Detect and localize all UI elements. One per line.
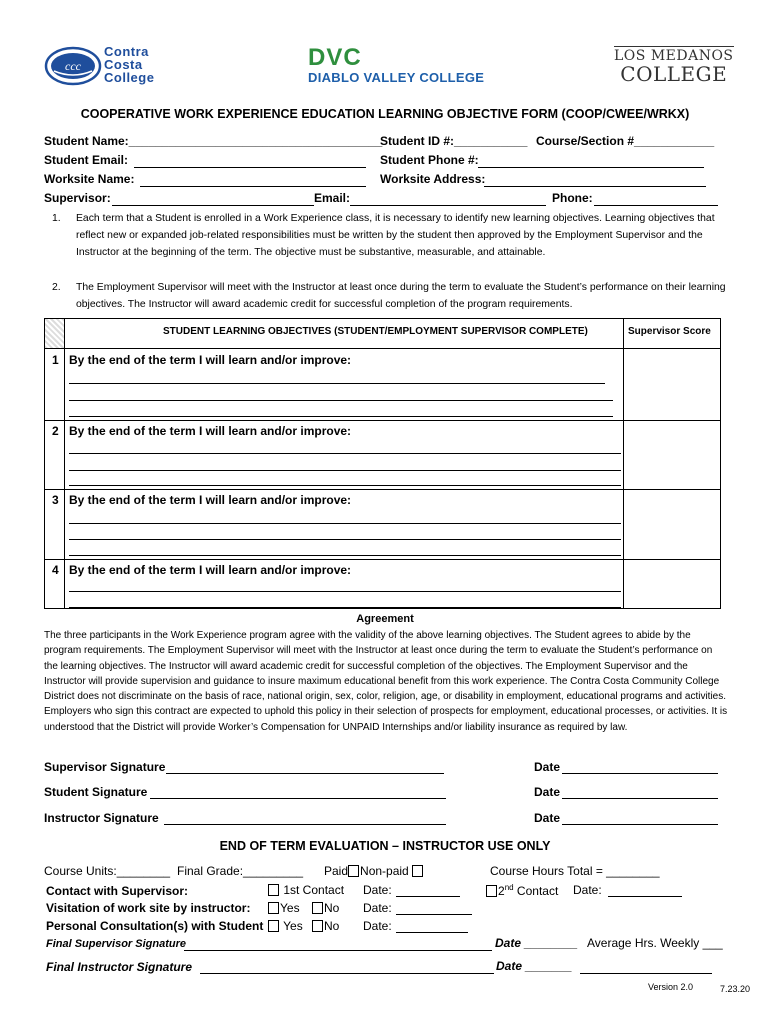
phone-input[interactable] <box>594 205 718 206</box>
objective-prompt: By the end of the term I will learn and/or improve: <box>69 353 352 367</box>
final-instructor-signature-label: Final Instructor Signature <box>46 960 193 974</box>
dvc-logo-subtext: DIABLO VALLEY COLLEGE <box>308 70 485 85</box>
contra-costa-seal-icon <box>44 46 102 91</box>
consultation-no-label: No <box>324 919 340 933</box>
ccc-logo-line2: Costa <box>104 57 143 72</box>
objective-write-line[interactable] <box>69 555 621 556</box>
worksite-name-label: Worksite Name: <box>44 172 135 186</box>
objective-number: 2 <box>52 424 59 438</box>
course-units-field[interactable]: Course Units:________ <box>44 864 171 878</box>
ccc-logo-line3: College <box>104 70 155 85</box>
table-row-divider <box>45 489 720 490</box>
student-phone-input[interactable] <box>478 167 704 168</box>
objective-write-line[interactable] <box>69 485 621 486</box>
student-email-input[interactable] <box>134 167 366 168</box>
final-supervisor-signature-line[interactable] <box>184 950 492 951</box>
objective-write-line[interactable] <box>69 383 605 384</box>
visitation-yes-label: Yes <box>280 901 300 915</box>
non-paid-checkbox[interactable] <box>412 865 423 877</box>
second-contact-suffix: nd <box>504 883 514 892</box>
version-date: 7.23.20 <box>720 984 751 994</box>
ccc-logo-line1: Contra <box>104 44 149 59</box>
lmc-logo-line1: LOS MEDANOS <box>614 48 734 64</box>
final-grade-field[interactable]: Final Grade:_________ <box>177 864 304 878</box>
evaluation-heading: END OF TERM EVALUATION – INSTRUCTOR USE ONLY <box>219 839 551 853</box>
table-header-shade <box>45 319 64 348</box>
first-contact-checkbox[interactable] <box>268 884 279 896</box>
objectives-header: STUDENT LEARNING OBJECTIVES (STUDENT/EMPLOYMENT SUPERVISOR COMPLETE) <box>163 326 588 337</box>
student-phone-label: Student Phone #: <box>380 153 479 167</box>
agreement-heading: Agreement <box>356 613 414 625</box>
student-signature-line[interactable] <box>150 798 446 799</box>
average-hours-field[interactable]: Average Hrs. Weekly ___ <box>587 936 723 950</box>
instruction-text-2: The Employment Supervisor will meet with the Instructor at least once during the term to evaluate the Student’s performance on their learning objectives. The Instructor will award academic credit for successful completion of the program requirements. <box>76 282 726 310</box>
consultation-yes-label: Yes <box>283 919 303 933</box>
objective-prompt: By the end of the term I will learn and/or improve: <box>69 563 352 577</box>
worksite-name-input[interactable] <box>140 186 366 187</box>
consultation-yes-option[interactable] <box>268 919 303 933</box>
second-contact-label: Contact <box>513 884 559 898</box>
lmc-logo-line2: COLLEGE <box>620 62 728 86</box>
student-email-label: Student Email: <box>44 153 129 167</box>
table-col-divider <box>623 319 624 608</box>
instruction-text-1: Each term that a Student is enrolled in a Work Experience class, it is necessary to identify new learning objectives. Learning objectives that reflect new or expanded job-related responsibilities must be written by the student then approved by the Employment Supervisor and the Instructor at the beginning of the term. The objective must be substantive, measurable, and attainable. <box>76 213 715 258</box>
final-supervisor-date[interactable] <box>495 936 578 950</box>
diablo-valley-college-logo <box>308 46 484 85</box>
objective-write-line[interactable] <box>69 523 621 524</box>
objective-number: 3 <box>52 493 59 507</box>
email-label: Email: <box>314 191 351 205</box>
first-contact-date-label: Date: <box>363 883 392 897</box>
los-medanos-college-logo <box>614 46 734 84</box>
course-section-field[interactable]: Course/Section #____________ <box>536 134 715 148</box>
final-instructor-signature-line[interactable] <box>200 973 494 974</box>
first-contact-label: 1st Contact <box>283 883 345 897</box>
consultation-no-option[interactable] <box>312 919 339 933</box>
final-instructor-extra-line[interactable] <box>580 973 712 974</box>
visitation-label: Visitation of work site by instructor: <box>46 901 251 915</box>
supervisor-signature-line[interactable] <box>166 773 444 774</box>
visitation-yes-checkbox[interactable] <box>268 902 279 914</box>
paid-label: Paid <box>324 864 349 878</box>
supervisor-date-line[interactable] <box>562 773 718 774</box>
visitation-no-label: No <box>324 901 340 915</box>
paid-option[interactable] <box>324 864 424 878</box>
second-contact-date-label: Date: <box>573 883 602 897</box>
visitation-date-line[interactable] <box>396 914 472 915</box>
second-contact-checkbox[interactable] <box>486 885 497 897</box>
instructor-signature-line[interactable] <box>164 824 446 825</box>
objective-number: 1 <box>52 353 59 367</box>
supervisor-signature-label: Supervisor Signature <box>44 760 166 774</box>
final-supervisor-signature-label: Final Supervisor Signature <box>46 938 186 950</box>
student-date-label: Date <box>534 785 561 799</box>
consultation-date-line[interactable] <box>396 932 468 933</box>
table-row-divider <box>45 420 720 421</box>
worksite-address-label: Worksite Address: <box>380 172 486 186</box>
objective-prompt: By the end of the term I will learn and/or improve: <box>69 424 352 438</box>
personal-consultation-label: Personal Consultation(s) with Student <box>46 919 264 933</box>
table-col-divider <box>64 319 65 608</box>
contra-costa-seal-text: ccc <box>65 59 81 73</box>
version-label: Version 2.0 <box>648 982 694 992</box>
final-instructor-date-label: Date _______ <box>496 959 573 973</box>
form-title: COOPERATIVE WORK EXPERIENCE EDUCATION LEARNING OBJECTIVE FORM (COOP/CWEE/WRKX) <box>80 107 690 121</box>
consultation-no-checkbox[interactable] <box>312 920 323 932</box>
student-signature-label: Student Signature <box>44 785 148 799</box>
visitation-yes-option[interactable] <box>268 901 300 915</box>
phone-label: Phone: <box>552 191 593 205</box>
student-date-line[interactable] <box>562 798 718 799</box>
dvc-logo-text: DVC <box>308 44 362 71</box>
contact-supervisor-label: Contact with Supervisor: <box>46 884 189 898</box>
objective-write-line[interactable] <box>69 416 613 417</box>
visitation-no-checkbox[interactable] <box>312 902 323 914</box>
paid-checkbox[interactable] <box>348 865 359 877</box>
course-hours-field[interactable]: Course Hours Total = ________ <box>490 864 660 878</box>
second-contact-ordinal: 2 <box>498 884 505 898</box>
instructor-date-line[interactable] <box>562 824 718 825</box>
consultation-yes-checkbox[interactable] <box>268 920 279 932</box>
supervisor-label: Supervisor: <box>44 191 111 205</box>
objective-write-line[interactable] <box>69 470 621 471</box>
worksite-address-input[interactable] <box>484 186 706 187</box>
table-row-divider <box>45 559 720 560</box>
objective-write-line[interactable] <box>69 591 621 592</box>
table-row-divider <box>45 348 720 349</box>
objective-write-line[interactable] <box>69 453 621 454</box>
objective-write-line[interactable] <box>69 400 613 401</box>
second-contact-option[interactable] <box>486 883 558 898</box>
student-id-field[interactable]: Student ID #:___________ <box>380 134 528 148</box>
contra-costa-college-logo <box>104 45 154 84</box>
instruction-number-2: 2. <box>52 282 61 293</box>
instructor-date-label: Date <box>534 811 561 825</box>
first-contact-option[interactable] <box>268 883 344 897</box>
objective-prompt: By the end of the term I will learn and/or improve: <box>69 493 352 507</box>
objective-write-line[interactable] <box>69 539 621 540</box>
agreement-text: The three participants in the Work Experience program agree with the validity of the above learning objectives. The Student agrees to abide by the program requirements. The Employment Supervisor will meet with the Instructor at least once during the term to evaluate the Student’s performance on the learning objectives. The Instructor will award academic credit for successful completion of the objectives. The Employment Supervisor and the Instructor will provide supervision and guidance to insure maximum educational benefit from this work experience. The Contra Costa Community College District does not discriminate on the basis of race, national origin, sex, color, religion, age, or disability in employment, educational programs and activities. Employers who sign this contract are expected to uphold this policy in their selection of prospects for employment, educational processes, or activities. It is understood that the District will provide Worker’s Compensation for UNPAID Internships and/or liability insurance as required by law. <box>44 630 728 733</box>
email-input[interactable] <box>350 205 546 206</box>
objective-number: 4 <box>52 563 59 577</box>
consultation-date-label: Date: <box>363 919 392 933</box>
supervisor-score-header: Supervisor Score <box>628 326 711 337</box>
final-supervisor-date-label: Date ________ <box>495 936 578 950</box>
second-contact-date-line[interactable] <box>608 896 682 897</box>
learning-objectives-table <box>44 318 721 609</box>
student-name-field[interactable]: Student Name:______________________________________ <box>44 134 383 148</box>
non-paid-label: Non-paid <box>360 864 409 878</box>
supervisor-input[interactable] <box>112 205 314 206</box>
visitation-no-option[interactable] <box>312 901 339 915</box>
objective-write-line[interactable] <box>69 607 621 608</box>
visitation-date-label: Date: <box>363 901 392 915</box>
supervisor-date-label: Date <box>534 760 561 774</box>
instruction-number-1: 1. <box>52 213 61 224</box>
first-contact-date-line[interactable] <box>396 896 460 897</box>
instructor-signature-label: Instructor Signature <box>44 811 159 825</box>
final-instructor-date[interactable] <box>496 959 572 973</box>
